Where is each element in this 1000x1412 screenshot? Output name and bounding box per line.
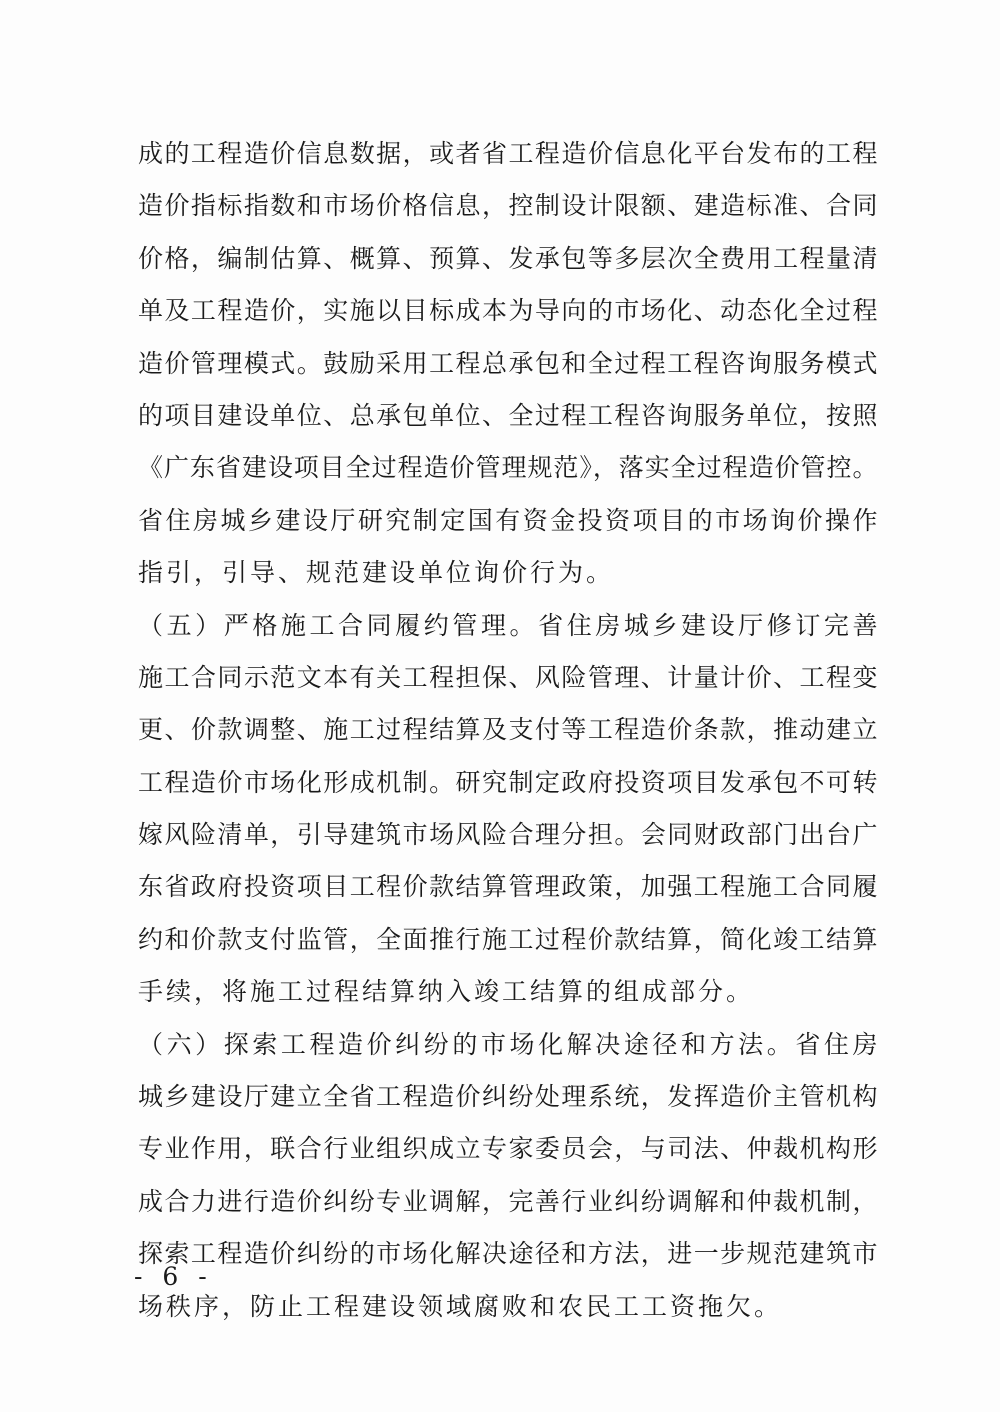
text-line: 指引，引导、规范建设单位询价行为。 xyxy=(138,558,615,588)
text-line: 约和价款支付监管，全面推行施工过程价款结算，简化竣工结算 xyxy=(138,924,878,954)
text-line: 成的工程造价信息数据，或者省工程造价信息化平台发布的工程 xyxy=(138,139,878,168)
text-line: 城乡建设厅建立全省工程造价纠纷处理系统，发挥造价主管机构 xyxy=(138,1082,878,1112)
text-line: 专业作用，联合行业组织成立专家委员会，与司法、仲裁机构形 xyxy=(138,1134,878,1164)
text-line: 施工合同示范文本有关工程担保、风险管理、计量计价、工程变 xyxy=(138,662,878,692)
text-line: 工程造价市场化形成机制。研究制定政府投资项目发承包不可转 xyxy=(138,767,878,797)
text-line: 探索工程造价纠纷的市场化解决途径和方法，进一步规范建筑市 xyxy=(138,1239,878,1269)
text-line: 单及工程造价，实施以目标成本为导向的市场化、动态化全过程 xyxy=(138,296,878,326)
section-heading-line: （五）严格施工合同履约管理。省住房城乡建设厅修订完善 xyxy=(138,610,878,640)
body-text xyxy=(138,128,878,1333)
text-line: 场秩序，防止工程建设领域腐败和农民工工资拖欠。 xyxy=(138,1291,783,1321)
text-line: 《广东省建设项目全过程造价管理规范》，落实全过程造价管控。 xyxy=(138,453,878,483)
text-line: 嫁风险清单，引导建筑市场风险合理分担。会同财政部门出台广 xyxy=(138,820,878,850)
text-line: 更、价款调整、施工过程结算及支付等工程造价条款，推动建立 xyxy=(138,715,878,745)
text-line: 价格，编制估算、概算、预算、发承包等多层次全费用工程量清 xyxy=(138,243,878,273)
text-line: 的项目建设单位、总承包单位、全过程工程咨询服务单位，按照 xyxy=(138,400,878,430)
text-line: 东省政府投资项目工程价款结算管理政策，加强工程施工合同履 xyxy=(138,872,878,902)
text-line: 手续，将施工过程结算纳入竣工结算的组成部分。 xyxy=(138,977,755,1007)
section-heading-line: （六）探索工程造价纠纷的市场化解决途径和方法。省住房 xyxy=(138,1029,878,1059)
page-number: - 6 - xyxy=(134,1262,213,1291)
text-line: 省住房城乡建设厅研究制定国有资金投资项目的市场询价操作 xyxy=(138,505,878,535)
text-line: 造价指标指数和市场价格信息，控制设计限额、建造标准、合同 xyxy=(138,191,878,221)
text-line: 造价管理模式。鼓励采用工程总承包和全过程工程咨询服务模式 xyxy=(138,348,878,378)
text-line: 成合力进行造价纠纷专业调解，完善行业纠纷调解和仲裁机制， xyxy=(138,1186,878,1216)
